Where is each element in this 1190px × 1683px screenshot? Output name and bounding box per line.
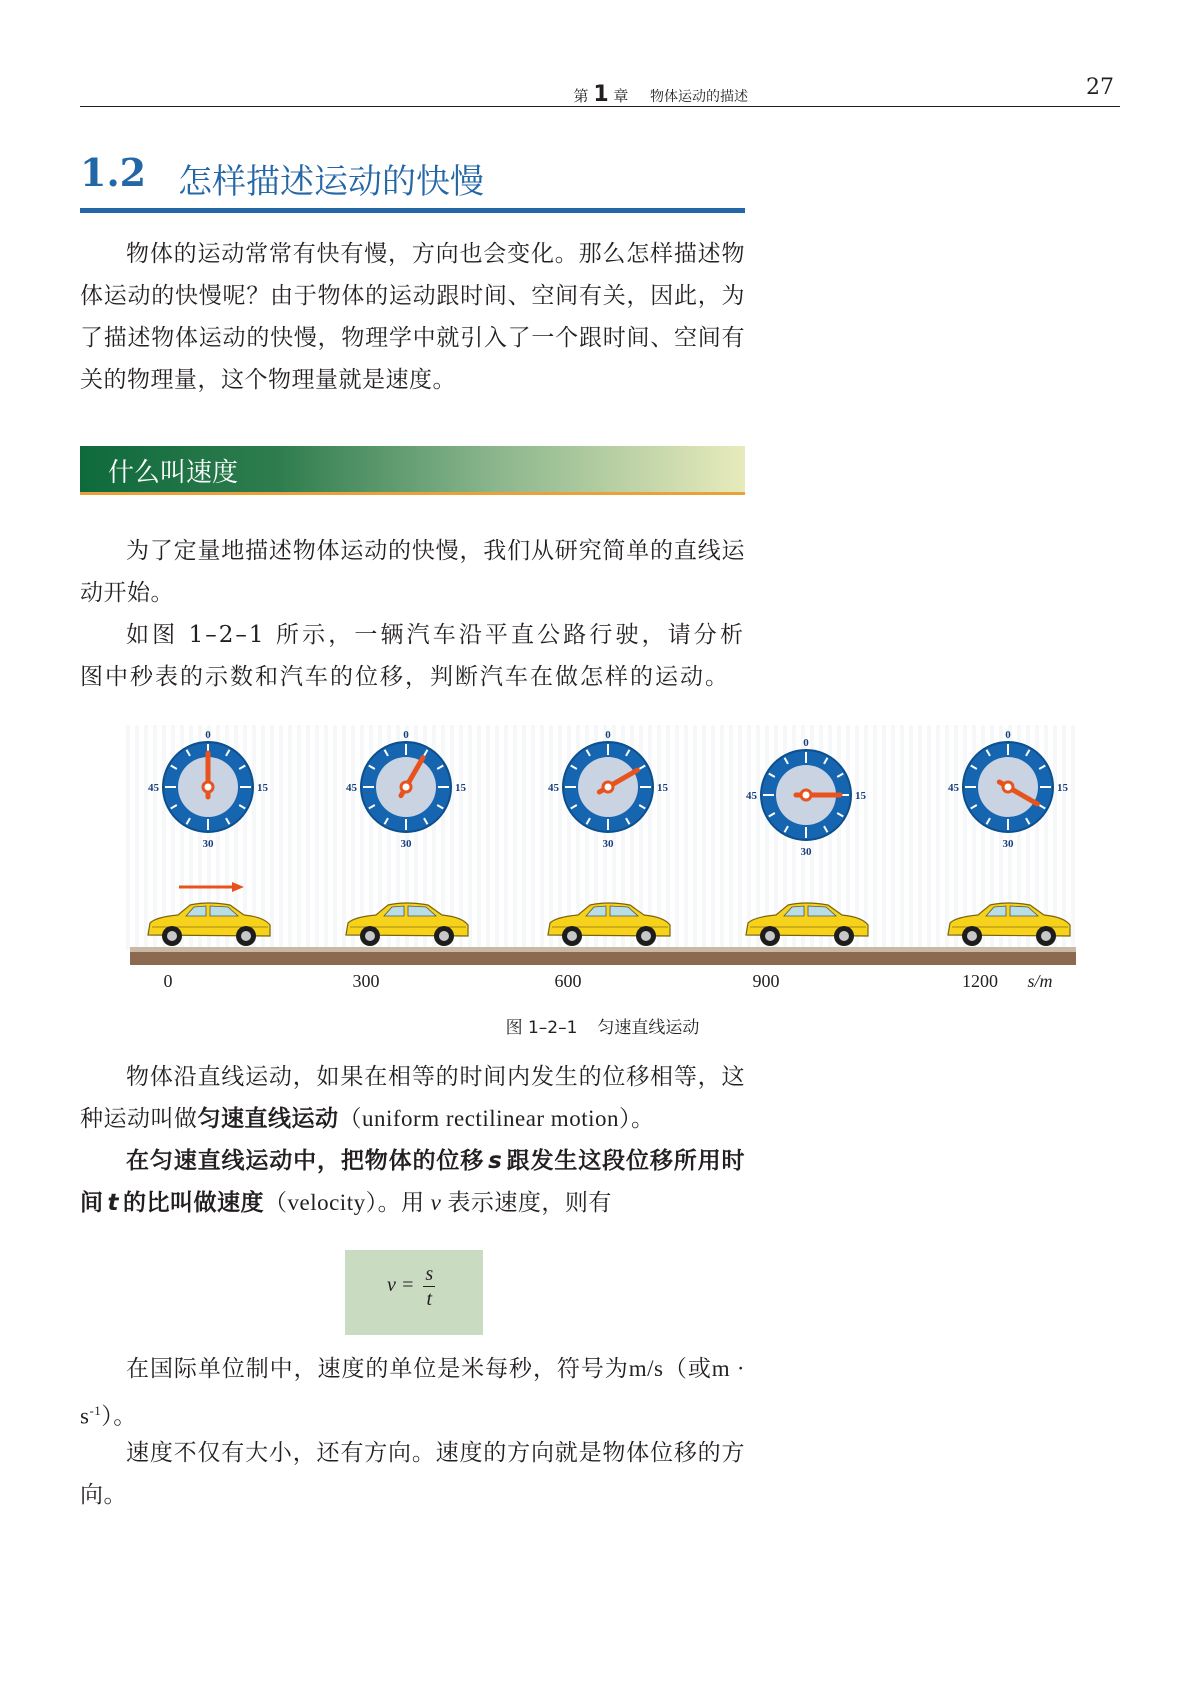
chapter-title: 物体运动的描述	[650, 89, 748, 105]
unit-exponent: -1	[89, 1403, 102, 1418]
position-label: 600	[554, 971, 582, 991]
stopwatch-label-45: 45	[948, 782, 959, 794]
stopwatch-label-15: 15	[855, 790, 866, 802]
caption-number: 图 1–2–1	[505, 1018, 578, 1038]
stopwatch-label-30: 30	[800, 846, 812, 858]
stopwatch-label-45: 45	[346, 782, 357, 794]
car-hubcap	[439, 931, 449, 941]
chapter-prefix: 第	[573, 87, 589, 105]
symbol-v: v	[430, 1190, 442, 1215]
para5-text-c: ）。	[101, 1403, 137, 1430]
symbol-t: t	[107, 1190, 119, 1216]
figure-caption	[80, 1013, 1125, 1038]
car-hubcap	[1041, 931, 1051, 941]
formula-denominator: t	[426, 1288, 433, 1310]
stopwatch-label-15: 15	[657, 782, 668, 794]
velocity-formula	[387, 1262, 435, 1311]
car-hubcap	[365, 931, 375, 941]
stopwatch-label-0: 0	[403, 729, 409, 741]
position-label: 0	[163, 971, 173, 991]
paragraph-1: 为了定量地描述物体运动的快慢，我们从研究简单的直线运动开始。	[80, 538, 745, 606]
stopwatch-0	[148, 729, 269, 850]
caption-text: 匀速直线运动	[597, 1018, 700, 1038]
section-heading: 怎样描述运动的快慢	[178, 162, 484, 202]
stopwatch-label-30: 30	[202, 838, 214, 850]
figure-graphic	[126, 725, 1076, 970]
car-hubcap	[167, 931, 177, 941]
para3-paren-close: ）。	[618, 1106, 655, 1132]
stopwatch-pivot	[801, 790, 811, 800]
stopwatch-1	[346, 729, 467, 850]
stopwatch-label-30: 30	[602, 838, 614, 850]
term-velocity: velocity	[287, 1190, 366, 1215]
stopwatch-label-45: 45	[746, 790, 757, 802]
car-hubcap	[241, 931, 251, 941]
formula-fraction	[423, 1262, 435, 1311]
stopwatch-label-15: 15	[1057, 782, 1068, 794]
def-part-b: 跟发生这段位移所用时间	[80, 1148, 746, 1216]
para3-paren-open: （	[338, 1106, 362, 1132]
stopwatch-pivot	[401, 782, 411, 792]
figure-uniform-motion	[126, 725, 1076, 995]
position-unit-label: s/m	[1027, 971, 1053, 991]
stopwatch-label-30: 30	[400, 838, 412, 850]
chapter-number: 1	[593, 82, 609, 107]
paragraph-5	[80, 1348, 745, 1438]
position-label: 1200	[962, 971, 998, 991]
subsection-header	[80, 446, 745, 495]
unit-mps: m/s	[628, 1356, 664, 1381]
term-uniform-rectilinear-motion: 匀速直线运动	[197, 1106, 339, 1132]
car-hubcap	[967, 931, 977, 941]
formula-lhs: v =	[387, 1274, 415, 1297]
road	[130, 951, 1076, 965]
chapter-suffix: 章	[613, 87, 629, 105]
stopwatch-label-45: 45	[548, 782, 559, 794]
symbol-s: s	[488, 1148, 503, 1174]
road-edge	[130, 947, 1076, 952]
para5-text-b: （或	[663, 1356, 712, 1382]
paragraph-2: 如图 1–2–1 所示，一辆汽车沿平直公路行驶，请分析图中秒表的示数和汽车的位移，判断汽车在做怎样的运动。	[80, 622, 745, 690]
para4-text-c: 表示速度，则有	[447, 1190, 612, 1216]
def-part-a: 在匀速直线运动中，把物体的位移	[126, 1148, 485, 1174]
stopwatch-label-45: 45	[148, 782, 159, 794]
para3-text-a: 物体沿直线运动，如果在相等的时间内发生的位移相等，这种运动叫做	[80, 1064, 745, 1132]
car-hubcap	[567, 931, 577, 941]
position-label: 300	[352, 971, 380, 991]
intro-paragraph: 物体的运动常常有快有慢，方向也会变化。那么怎样描述物体运动的快慢呢？由于物体的运动跟时间、空间有关，因此，为了描述物体运动的快慢，物理学中就引入了一个跟时间、空间有关的物理量，这个物理量就是速度。	[80, 241, 745, 393]
stopwatch-label-15: 15	[455, 782, 466, 794]
car-hubcap	[765, 931, 775, 941]
formula-box	[345, 1250, 483, 1335]
subsection-title: 什么叫速度	[108, 458, 239, 488]
position-label: 900	[752, 971, 780, 991]
para4-text-b: ）。用	[365, 1190, 425, 1216]
stopwatch-pivot	[1003, 782, 1013, 792]
section-number: 1.2	[80, 150, 147, 195]
stopwatch-pivot	[603, 782, 613, 792]
page-number: 27	[1086, 75, 1114, 100]
para4-paren-open: （	[264, 1190, 288, 1216]
running-header	[80, 70, 1120, 107]
def-part-c: 的比叫做速度	[123, 1190, 264, 1216]
paragraph-3	[80, 1056, 745, 1140]
stopwatch-label-0: 0	[803, 737, 809, 749]
car-hubcap	[641, 931, 651, 941]
formula-numerator: s	[425, 1263, 434, 1285]
car-hubcap	[839, 931, 849, 941]
stopwatch-label-0: 0	[205, 729, 211, 741]
term-english: uniform rectilinear motion	[362, 1106, 619, 1131]
stopwatch-label-0: 0	[1005, 729, 1011, 741]
unit-m-s: m · s	[80, 1356, 746, 1429]
chapter-label	[574, 82, 748, 107]
paragraph-6: 速度不仅有大小，还有方向。速度的方向就是物体位移的方向。	[80, 1440, 745, 1508]
stopwatch-pivot	[203, 782, 213, 792]
stopwatch-label-30: 30	[1002, 838, 1014, 850]
para5-text-a: 在国际单位制中，速度的单位是米每秒，符号为	[126, 1356, 629, 1382]
stopwatch-label-0: 0	[605, 729, 611, 741]
stopwatch-label-15: 15	[257, 782, 268, 794]
paragraph-4-definition	[80, 1140, 745, 1224]
section-title	[80, 148, 745, 213]
